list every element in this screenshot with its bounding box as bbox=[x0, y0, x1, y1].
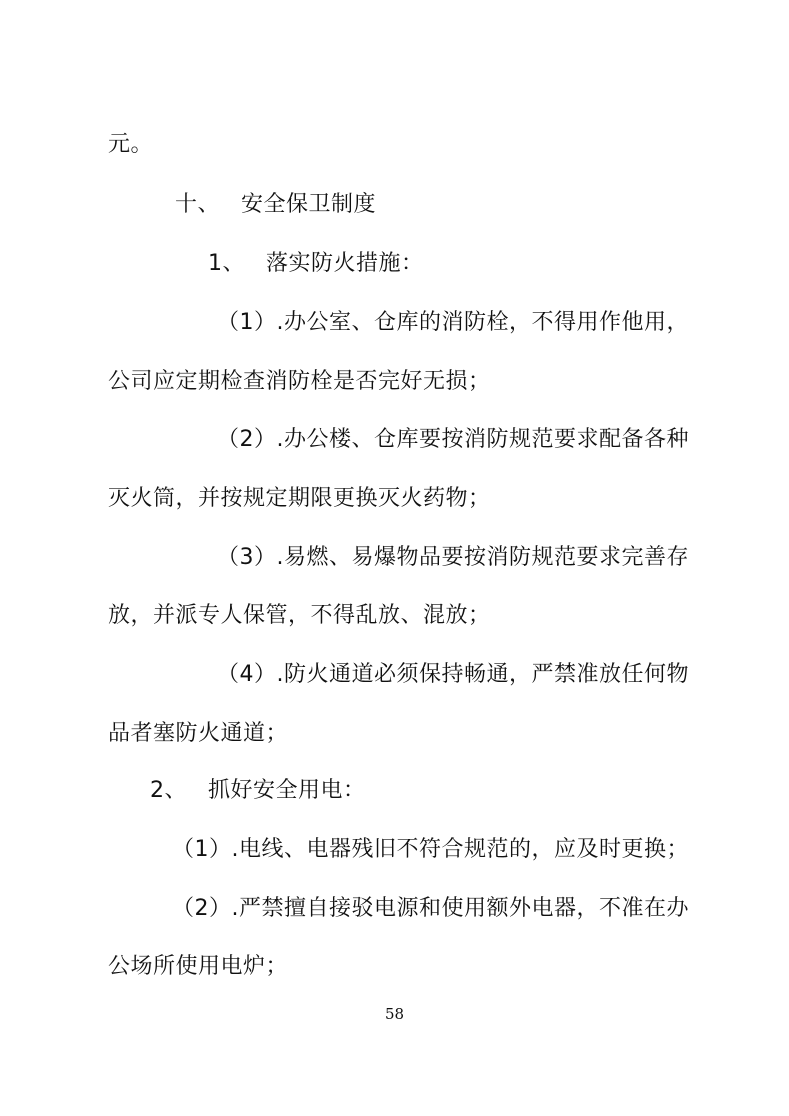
list-item-text: （3）.易燃、易爆物品要按消防规范要求完善存 bbox=[217, 545, 689, 570]
list-item-text: 公司应定期检查消防栓是否完好无损； bbox=[108, 369, 491, 394]
subsection-number: 1、 bbox=[208, 251, 245, 276]
subsection-heading bbox=[208, 249, 424, 279]
list-item-text: 公场所使用电炉； bbox=[108, 954, 289, 979]
section-number: 十、 bbox=[175, 192, 221, 217]
list-item-text: 灭火筒，并按规定期限更换灭火药物； bbox=[108, 486, 491, 511]
list-item-text: （1）.电线、电器残旧不符合规范的，应及时更换； bbox=[172, 837, 689, 862]
list-item-text: （4）.防火通道必须保持畅通，严禁准放任何物 bbox=[217, 662, 689, 687]
section-heading bbox=[175, 190, 377, 220]
list-item-text: （1）.办公室、仓库的消防栓，不得用作他用， bbox=[217, 310, 689, 335]
subsection-heading bbox=[150, 776, 366, 806]
section-title: 安全保卫制度 bbox=[241, 192, 377, 217]
list-item-text: 放，并派专人保管，不得乱放、混放； bbox=[108, 603, 491, 628]
page-number: 58 bbox=[384, 1005, 405, 1023]
subsection-title: 抓好安全用电： bbox=[208, 778, 366, 803]
list-item-text: （2）.办公楼、仓库要按消防规范要求配备各种 bbox=[217, 427, 689, 452]
text-line-continuation: 元。 bbox=[108, 132, 154, 157]
subsection-title: 落实防火措施： bbox=[266, 251, 424, 276]
list-item-text: 品者塞防火通道； bbox=[108, 721, 289, 746]
subsection-number: 2、 bbox=[150, 778, 187, 803]
list-item-text: （2）.严禁擅自接驳电源和使用额外电器，不准在办 bbox=[172, 896, 689, 921]
